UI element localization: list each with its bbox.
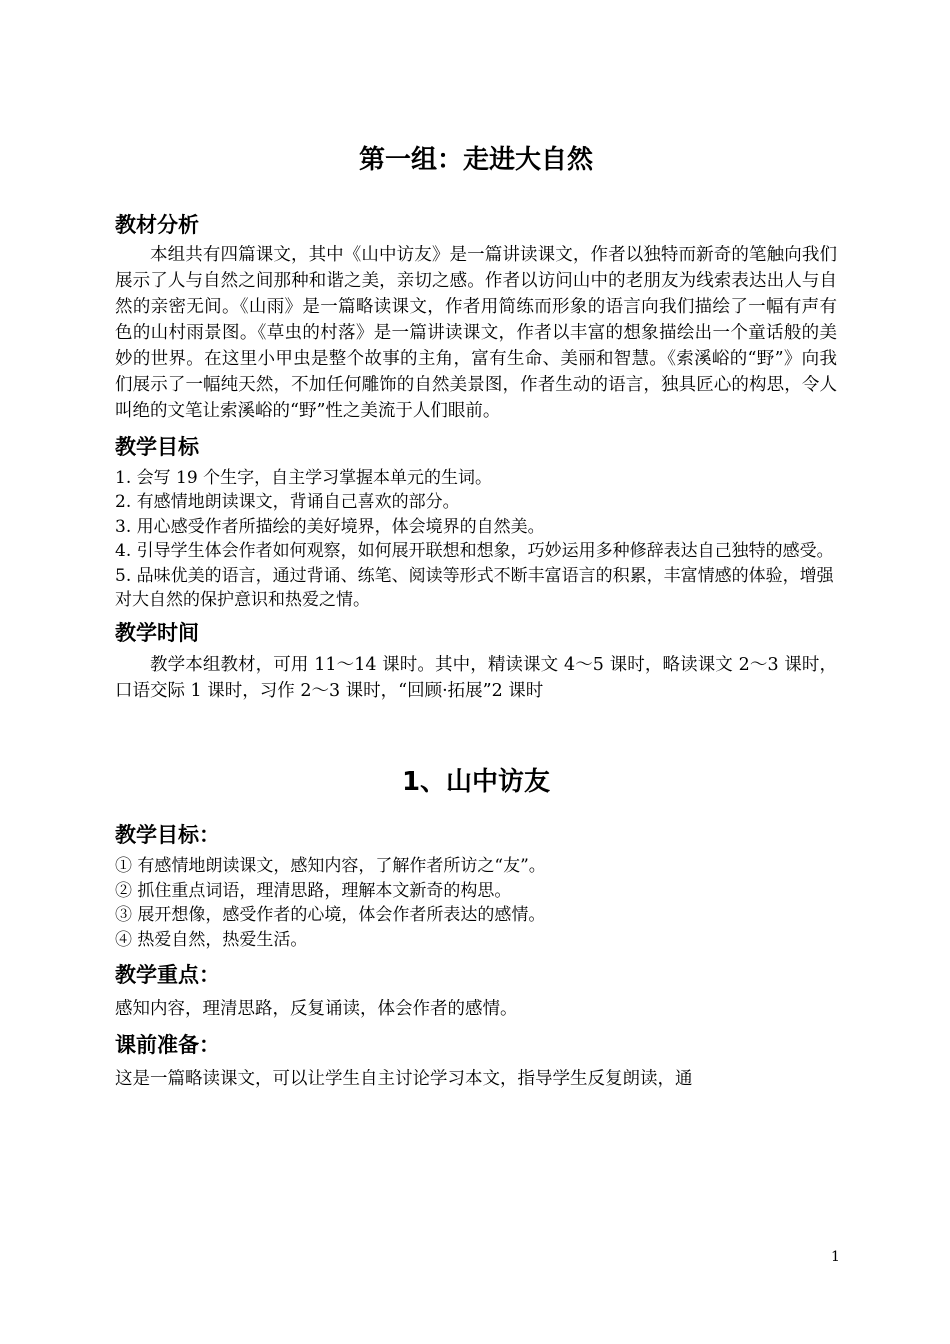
goals-heading: 教学目标: [115, 435, 199, 459]
analysis-heading: 教材分析: [115, 213, 199, 237]
analysis-paragraph: 本组共有四篇课文，其中《山中访友》是一篇讲读课文，作者以独特而新奇的笔触向我们展示了人与自然之间那种和谐之美，亲切之感。作者以访问山中的老朋友为线索表达出人与自然的亲密无间。《山雨》是一篇略读课文，作者用简练而形象的语言向我们描绘了一幅有声有色的山村雨景图。《草虫的村落》是一篇讲读课文，作者以丰富的想象描绘出一个童话般的美妙的世界。在这里小甲虫是整个故事的主角，富有生命、美丽和智慧。《索溪峪的“野”》向我们展示了一幅纯天然，不加任何雕饰的自然美景图，作者生动的语言，独具匠心的构思，令人叫绝的文笔让索溪峪的“野”性之美流于人们眼前。: [115, 245, 837, 421]
lesson-title: 1、山中访友: [401, 767, 551, 798]
prep-text: 这是一篇略读课文，可以让学生自主讨论学习本文，指导学生反复朗读，通: [115, 1069, 693, 1090]
lesson-goal-item: ④ 热爱自然，热爱生活。: [115, 929, 308, 950]
goal-item: 3. 用心感受作者所描绘的美好境界，体会境界的自然美。: [115, 516, 545, 537]
goal-item: 4. 引导学生体会作者如何观察，如何展开联想和想象，巧妙运用多种修辞表达自己独特的感受。: [115, 541, 834, 562]
lesson-goal-item: ① 有感情地朗读课文，感知内容，了解作者所访之“友”。: [115, 856, 546, 877]
lesson-goals-heading: 教学目标：: [115, 823, 220, 848]
lesson-goals-list: [115, 854, 837, 952]
goals-list: [115, 466, 837, 612]
time-paragraph: 教学本组教材，可用 11～14 课时。其中，精读课文 4～5 课时，略读课文 2～3 课时，口语交际 1 课时，习作 2～3 课时，“回顾·拓展”2 课时: [115, 655, 837, 702]
page-content: [115, 140, 837, 1092]
lesson-goal-item: ② 抓住重点词语，理清思路，理解本文新奇的构思。: [115, 880, 512, 901]
unit-title: 第一组：走进大自然: [358, 145, 593, 175]
goal-item: 2. 有感情地朗读课文，背诵自己喜欢的部分。: [115, 492, 460, 513]
focus-heading: 教学重点：: [115, 963, 220, 988]
goal-item: 5. 品味优美的语言，通过背诵、练笔、阅读等形式不断丰富语言的积累，丰富情感的体验，增强对大自然的保护意识和热爱之情。: [115, 565, 834, 611]
focus-text: 感知内容，理清思路，反复诵读，体会作者的感情。: [115, 999, 518, 1020]
lesson-goal-item: ③ 展开想像，感受作者的心境，体会作者所表达的感情。: [115, 905, 546, 926]
goal-item: 1. 会写 19 个生字，自主学习掌握本单元的生词。: [115, 468, 493, 488]
time-heading: 教学时间: [115, 621, 199, 646]
page-number: 1: [831, 1249, 840, 1265]
prep-heading: 课前准备：: [115, 1033, 220, 1058]
